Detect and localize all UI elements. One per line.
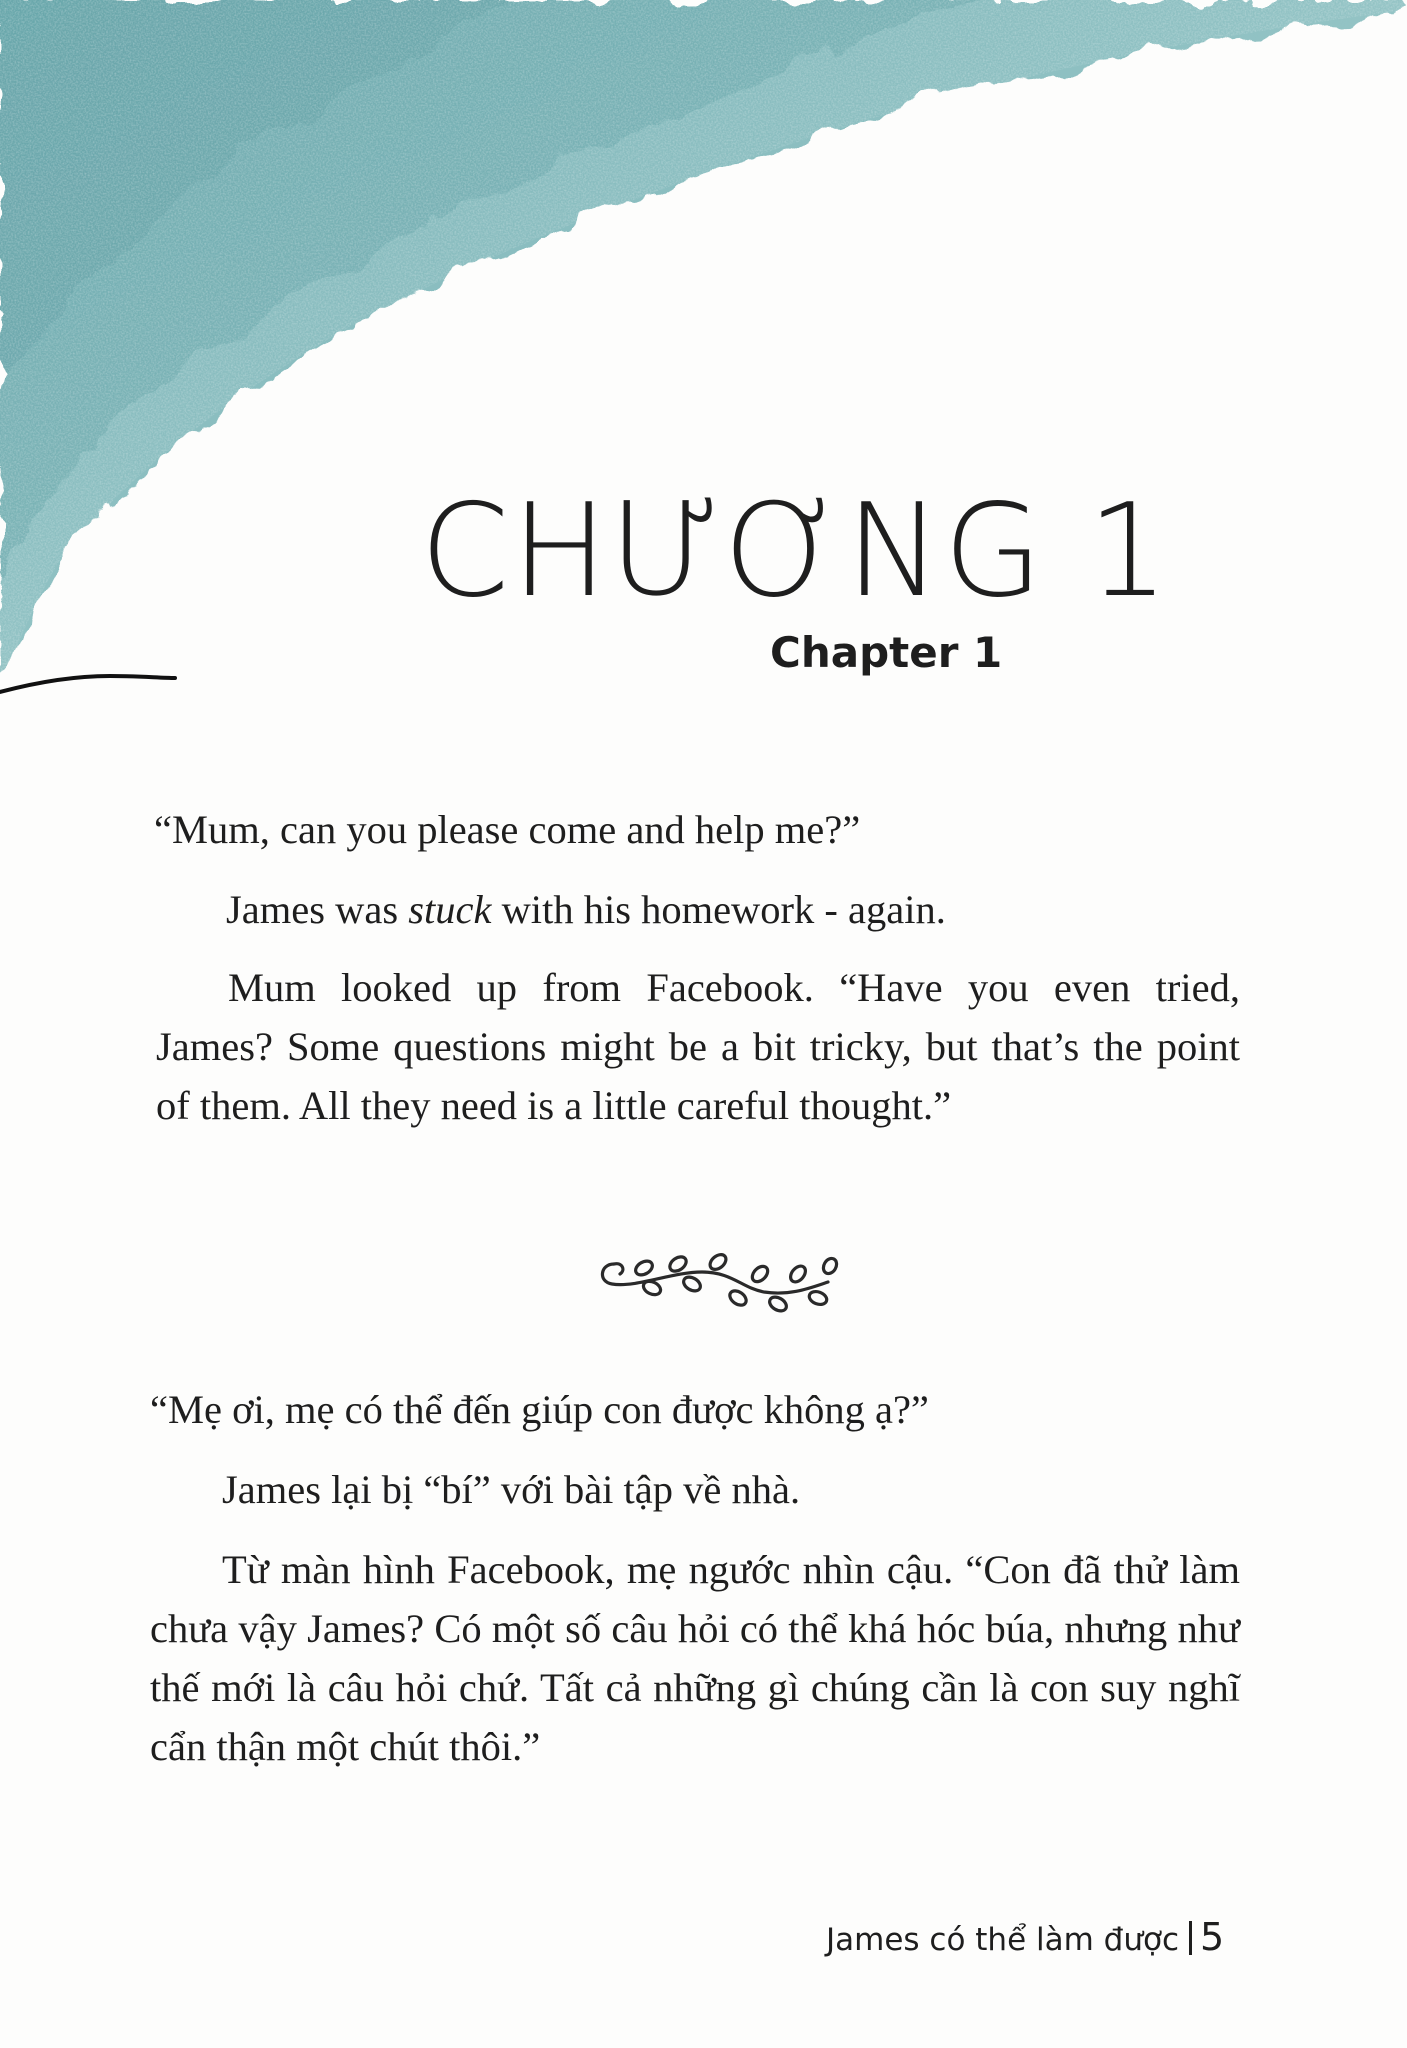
english-paragraph-2-italic: stuck — [408, 887, 492, 932]
vietnamese-paragraph-3: Từ màn hình Facebook, mẹ ngước nhìn cậu. “Con đã thử làm chưa vậy James? Có một số câu hỏi có thể khá hóc búa, nhưng như thế mới là câu hỏi chứ. Tất cả những gì chúng cần là con suy nghĩ cẩn thận một chút thôi.” — [150, 1547, 1240, 1769]
page-number: 5 — [1200, 1915, 1225, 1959]
english-paragraph-1: “Mum, can you please come and help me?” — [154, 807, 861, 852]
chapter-title: CHƯƠNG 1 — [420, 477, 1171, 626]
english-paragraph-3: Mum looked up from Facebook. “Have you even tried, James? Some questions might be a bit tricky, but that’s the point of them. All they need is a little careful thought.” — [156, 965, 1240, 1128]
vine-flourish-icon — [592, 1238, 842, 1318]
footer-separator — [1189, 1921, 1192, 1955]
vietnamese-paragraph-2: James lại bị “bí” với bài tập về nhà. — [222, 1467, 801, 1512]
vietnamese-paragraph-1: “Mẹ ơi, mẹ có thể đến giúp con được không ạ?” — [150, 1387, 929, 1432]
chapter-subtitle: Chapter 1 — [770, 628, 1003, 677]
handdrawn-rule — [0, 640, 190, 700]
footer-book-title: James có thể làm được — [826, 1922, 1180, 1958]
english-paragraph-2-tail: with his homework - again. — [491, 887, 946, 932]
english-paragraph-2 — [226, 880, 1304, 939]
page-footer — [826, 1915, 1225, 1959]
english-paragraph-2-lead: James was — [226, 887, 409, 932]
